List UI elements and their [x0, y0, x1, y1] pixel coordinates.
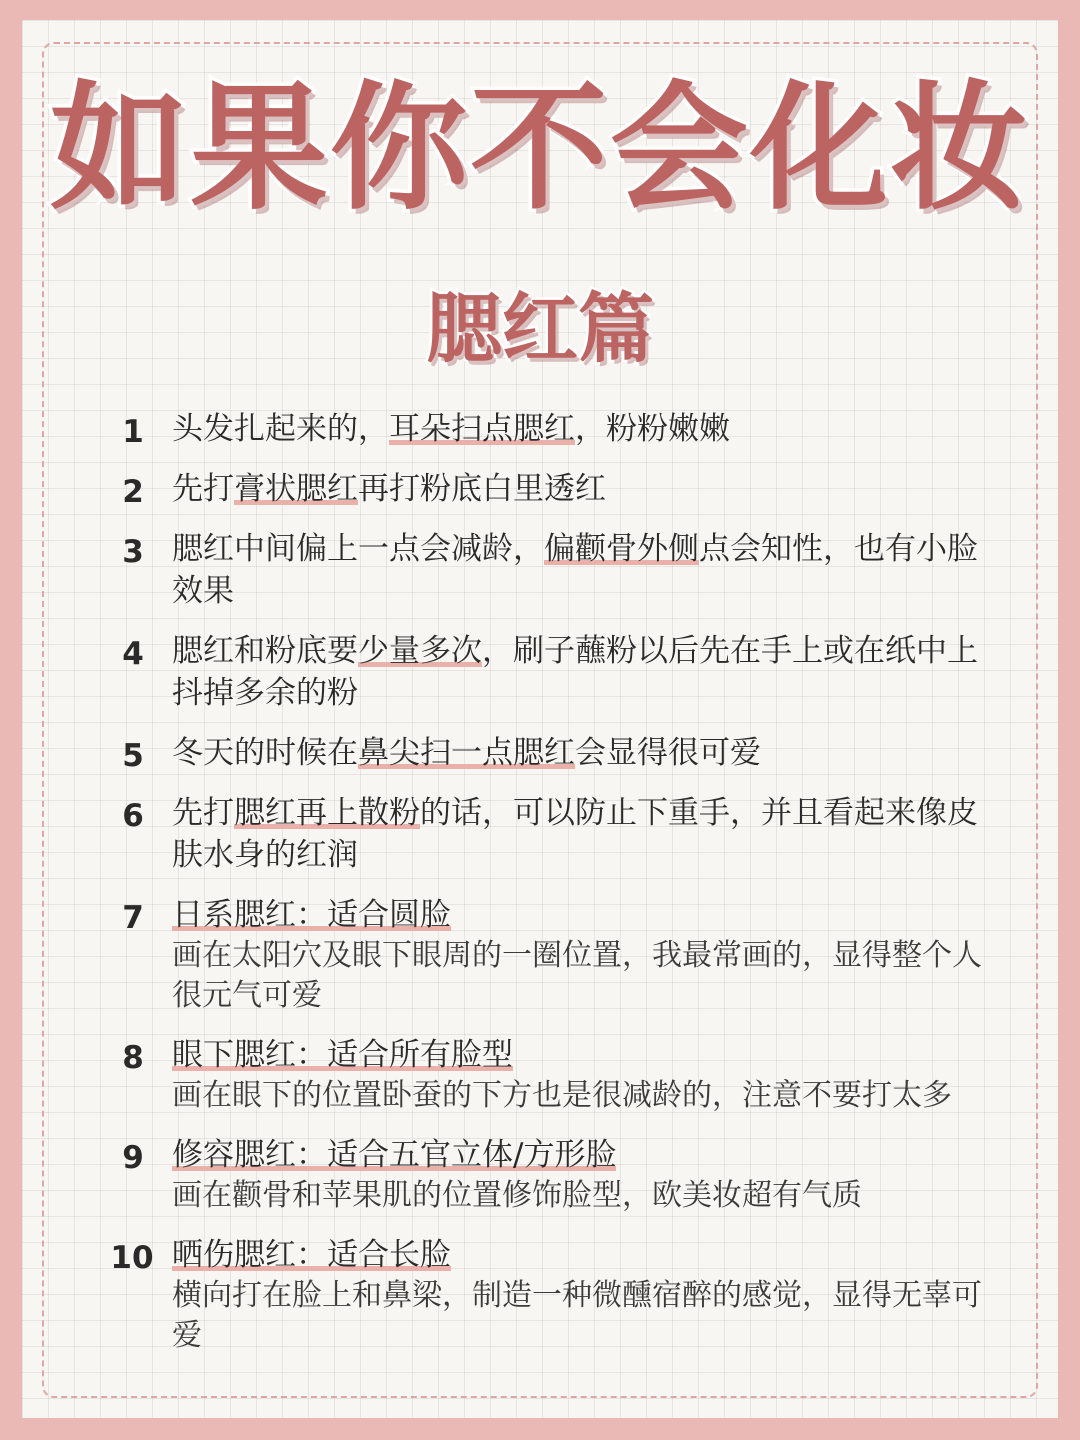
item-heading: [172, 1134, 990, 1176]
item-text-segment: 的话，可以防止下重手，并且看起来像皮肤水身的红润: [172, 795, 978, 873]
list-item: [110, 1134, 990, 1216]
item-text-segment: ，刷子蘸粉以后先在手上或在纸中上抖掉多余的粉: [172, 633, 978, 711]
item-number-badge: 4: [110, 630, 156, 674]
item-text-segment: 再打粉底白里透红: [358, 471, 606, 507]
tips-list: [110, 408, 990, 1374]
item-text-segment: 会显得很可爱: [575, 735, 761, 771]
item-number-badge: 3: [110, 528, 156, 572]
highlighted-heading: 晒伤腮红：适合长脸: [172, 1237, 451, 1273]
highlighted-heading: 日系腮红：适合圆脸: [172, 897, 451, 933]
item-description: 画在太阳穴及眼下眼周的一圈位置，我最常画的，显得整个人很元气可爱: [172, 938, 982, 1013]
highlighted-text: 偏颧骨外侧: [544, 531, 699, 567]
item-text: [172, 468, 990, 510]
highlighted-heading: 眼下腮红：适合所有脸型: [172, 1037, 513, 1073]
item-text: [172, 732, 990, 774]
page-title: 如果你不会化妆: [49, 68, 1030, 229]
item-description: 画在颧骨和苹果肌的位置修饰脸型，欧美妆超有气质: [172, 1178, 862, 1213]
item-description: 画在眼下的位置卧蚕的下方也是很减龄的，注意不要打太多: [172, 1078, 952, 1113]
item-description: 横向打在脸上和鼻梁，制造一种微醺宿醉的感觉，显得无辜可爱: [172, 1278, 982, 1353]
list-item: [110, 528, 990, 612]
list-item: [110, 468, 990, 510]
list-item: [110, 408, 990, 450]
list-item: [110, 792, 990, 876]
list-item: [110, 732, 990, 774]
item-text-segment: ，粉粉嫩嫩: [575, 411, 730, 447]
item-text: [172, 792, 990, 876]
item-number-badge: 8: [110, 1034, 156, 1078]
item-heading: [172, 1034, 990, 1076]
list-item: [110, 1234, 990, 1356]
item-text-segment: 点会知性，也有小脸效果: [172, 531, 978, 609]
item-heading: [172, 1234, 990, 1276]
highlighted-text: 膏状腮红: [234, 471, 358, 507]
highlighted-text: 少量多次: [358, 633, 482, 669]
highlighted-text: 腮红再上散粉: [234, 795, 420, 831]
item-text: [172, 630, 990, 714]
highlighted-text: 耳朵扫点腮红: [389, 411, 575, 447]
item-number-badge: 6: [110, 792, 156, 836]
page-subtitle: 腮红篇: [426, 284, 654, 373]
item-text-segment: 先打: [172, 471, 234, 507]
highlighted-heading: 修容腮红：适合五官立体/方形脸: [172, 1137, 617, 1173]
item-number-badge: 10: [104, 1234, 160, 1278]
list-item: [110, 630, 990, 714]
item-heading: [172, 894, 990, 936]
list-item: [110, 894, 990, 1016]
highlighted-text: 鼻尖扫一点腮红: [358, 735, 575, 771]
item-text-segment: 头发扎起来的，: [172, 411, 389, 447]
item-number-badge: 7: [110, 894, 156, 938]
item-number-badge: 1: [110, 408, 156, 452]
item-text: [172, 528, 990, 612]
item-text-segment: 腮红和粉底要: [172, 633, 358, 669]
item-text-segment: 先打: [172, 795, 234, 831]
item-text-segment: 腮红中间偏上一点会减龄，: [172, 531, 544, 567]
item-number-badge: 9: [110, 1134, 156, 1178]
list-item: [110, 1034, 990, 1116]
item-text: [172, 408, 990, 450]
item-number-badge: 5: [110, 732, 156, 776]
item-number-badge: 2: [110, 468, 156, 512]
item-text-segment: 冬天的时候在: [172, 735, 358, 771]
